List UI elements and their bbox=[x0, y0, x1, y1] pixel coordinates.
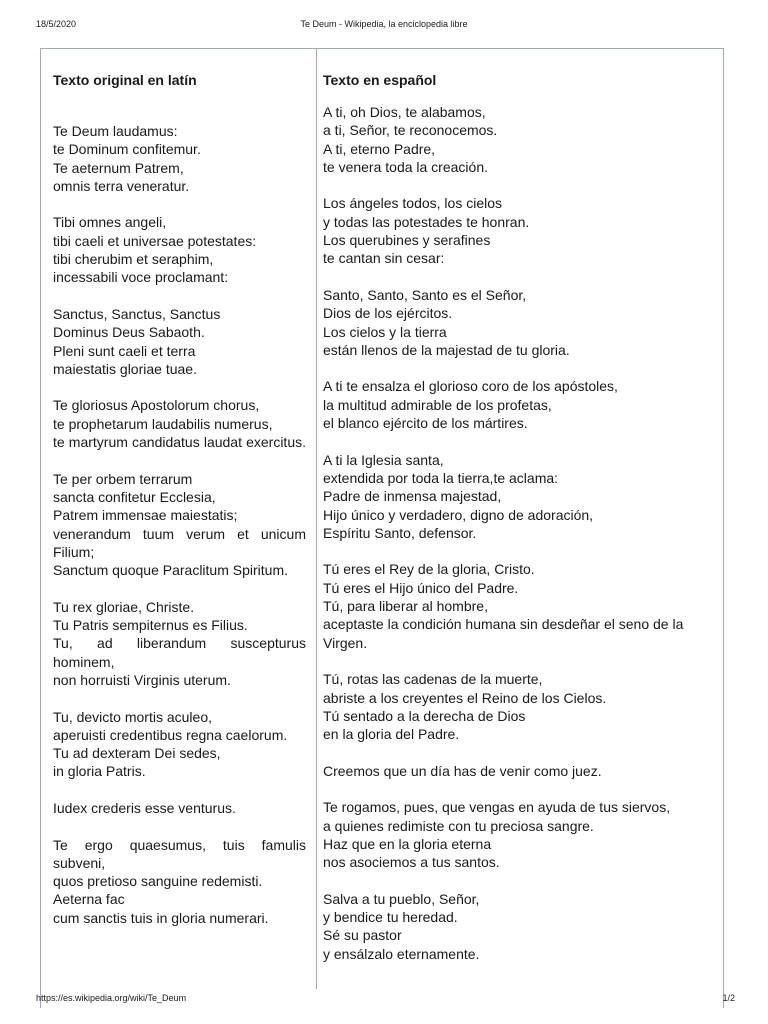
latin-verse-line: maiestatis gloriae tuae. bbox=[53, 360, 197, 377]
spanish-stanzas bbox=[323, 103, 718, 963]
print-page-number: 1/2 bbox=[722, 993, 735, 1003]
spanish-stanza bbox=[323, 194, 718, 267]
print-date: 18/5/2020 bbox=[36, 19, 77, 29]
spanish-verse-line: A ti la Iglesia santa, bbox=[323, 451, 444, 468]
spanish-verse-line: Tú eres el Hijo único del Padre. bbox=[323, 579, 519, 596]
spanish-stanza bbox=[323, 103, 718, 176]
spanish-column bbox=[323, 48, 718, 981]
latin-verse-line: Te Deum laudamus: bbox=[53, 123, 178, 139]
latin-stanza bbox=[53, 708, 306, 781]
latin-verse-line: Dominus Deus Sabaoth. bbox=[53, 324, 205, 341]
latin-stanza bbox=[53, 470, 306, 580]
latin-verse-line: Tu, ad liberandum suscepturus hominem, bbox=[53, 635, 306, 670]
latin-stanza bbox=[53, 213, 306, 286]
spanish-verse-line: Los cielos y la tierra bbox=[323, 323, 447, 340]
spanish-heading: Texto en español bbox=[323, 72, 437, 88]
spanish-stanza bbox=[323, 451, 718, 542]
spanish-verse-line: A ti te ensalza el glorioso coro de los apóstoles, bbox=[323, 378, 618, 395]
latin-verse-line: Tu Patris sempiternus es Filius. bbox=[53, 617, 248, 634]
latin-verse-line: Tibi omnes angeli, bbox=[53, 214, 167, 231]
spanish-verse-line: a ti, Señor, te reconocemos. bbox=[323, 122, 498, 139]
spanish-verse-line: a quienes redimiste con tu preciosa sangre. bbox=[323, 817, 594, 834]
spanish-verse-line: extendida por toda la tierra,te aclama: bbox=[323, 469, 559, 486]
spanish-verse-line: A ti, oh Dios, te alabamos, bbox=[323, 104, 486, 120]
spanish-verse-line: Espíritu Santo, defensor. bbox=[323, 524, 477, 541]
latin-verse-line: tibi cherubim et seraphim, bbox=[53, 251, 214, 268]
latin-verse-line: Te per orbem terrarum bbox=[53, 470, 193, 487]
spanish-stanza bbox=[323, 798, 718, 871]
latin-verse-line: venerandum tuum verum et unicum Filium; bbox=[53, 525, 306, 560]
spanish-stanza bbox=[323, 560, 718, 651]
latin-verse-line: Te ergo quaesumus, tuis famulis subveni, bbox=[53, 836, 306, 871]
latin-stanza bbox=[53, 799, 306, 817]
spanish-verse-line: Tú, rotas las cadenas de la muerte, bbox=[323, 671, 543, 688]
spanish-verse-line: Tú eres el Rey de la gloria, Cristo. bbox=[323, 561, 535, 578]
spanish-verse-line: y todas las potestades te honran. bbox=[323, 213, 530, 230]
spanish-verse-line: Los querubines y serafines bbox=[323, 232, 491, 249]
latin-verse-line: Te gloriosus Apostolorum chorus, bbox=[53, 397, 260, 414]
spanish-stanza bbox=[323, 762, 718, 780]
spanish-verse-line: Tú sentado a la derecha de Dios bbox=[323, 707, 526, 724]
latin-verse-line: te martyrum candidatus laudat exercitus. bbox=[53, 434, 306, 451]
spanish-verse-line: están llenos de la majestad de tu gloria. bbox=[323, 341, 570, 358]
latin-stanza bbox=[53, 396, 306, 451]
latin-verse-line: incessabili voce proclamant: bbox=[53, 269, 229, 286]
spanish-verse-line: nos asociemos a tus santos. bbox=[323, 854, 500, 871]
spanish-verse-line: abriste a los creyentes el Reino de los Cielos. bbox=[323, 689, 607, 706]
latin-verse-line: Tu ad dexteram Dei sedes, bbox=[53, 745, 221, 762]
spanish-verse-line: Creemos que un día has de venir como juez. bbox=[323, 762, 602, 779]
spanish-verse-line: el blanco ejército de los mártires. bbox=[323, 415, 528, 432]
spanish-verse-line: Te rogamos, pues, que vengas en ayuda de tus siervos, bbox=[323, 799, 671, 816]
spanish-verse-line: en la gloria del Padre. bbox=[323, 726, 460, 743]
spanish-verse-line: te venera toda la creación. bbox=[323, 158, 488, 175]
latin-verse-line: tibi caeli et universae potestates: bbox=[53, 232, 257, 249]
latin-verse-line: non horruisti Virginis uterum. bbox=[53, 671, 231, 688]
spanish-verse-line: Hijo único y verdadero, digno de adoración, bbox=[323, 506, 594, 523]
latin-verse-line: cum sanctis tuis in gloria numerari. bbox=[53, 909, 269, 926]
spanish-verse-line: aceptaste la condición humana sin desdeñar el seno de la Virgen. bbox=[323, 616, 684, 651]
latin-verse-line: aperuisti credentibus regna caelorum. bbox=[53, 726, 288, 743]
spanish-verse-line: Sé su pastor bbox=[323, 927, 402, 944]
latin-verse-line: quos pretioso sanguine redemisti. bbox=[53, 873, 263, 890]
spanish-verse-line: Padre de inmensa majestad, bbox=[323, 488, 502, 505]
latin-verse-line: Aeterna fac bbox=[53, 891, 125, 908]
latin-verse-line: Tu, devicto mortis aculeo, bbox=[53, 708, 212, 725]
latin-stanzas bbox=[53, 122, 306, 927]
column-divider bbox=[316, 48, 317, 989]
latin-verse-line: Tu rex gloriae, Christe. bbox=[53, 598, 195, 615]
latin-verse-line: Sanctum quoque Paraclitum Spiritum. bbox=[53, 562, 288, 579]
spanish-verse-line: Los ángeles todos, los cielos bbox=[323, 195, 502, 212]
spanish-verse-line: Salva a tu pueblo, Señor, bbox=[323, 890, 480, 907]
print-url: https://es.wikipedia.org/wiki/Te_Deum bbox=[36, 993, 187, 1003]
latin-verse-line: Patrem immensae maiestatis; bbox=[53, 507, 238, 524]
spanish-stanza bbox=[323, 377, 718, 432]
latin-verse-line: te prophetarum laudabilis numerus, bbox=[53, 415, 273, 432]
latin-verse-line: omnis terra veneratur. bbox=[53, 177, 190, 194]
latin-verse-line: Iudex crederis esse venturus. bbox=[53, 799, 236, 816]
latin-verse-line: in gloria Patris. bbox=[53, 763, 146, 780]
spanish-verse-line: A ti, eterno Padre, bbox=[323, 140, 436, 157]
latin-column bbox=[53, 48, 306, 945]
latin-verse-line: Te aeternum Patrem, bbox=[53, 159, 184, 176]
latin-stanza bbox=[53, 836, 306, 927]
spanish-verse-line: te cantan sin cesar: bbox=[323, 250, 445, 267]
latin-stanza bbox=[53, 122, 306, 195]
spanish-verse-line: Tú, para liberar al hombre, bbox=[323, 598, 488, 615]
spanish-verse-line: Haz que en la gloria eterna bbox=[323, 835, 492, 852]
latin-verse-line: sancta confitetur Ecclesia, bbox=[53, 488, 216, 505]
spanish-stanza bbox=[323, 890, 718, 963]
spanish-verse-line: y bendice tu heredad. bbox=[323, 909, 458, 926]
spanish-verse-line: y ensálzalo eternamente. bbox=[323, 945, 480, 962]
spanish-verse-line: Santo, Santo, Santo es el Señor, bbox=[323, 286, 527, 303]
latin-verse-line: Pleni sunt caeli et terra bbox=[53, 342, 196, 359]
latin-heading: Texto original en latín bbox=[53, 72, 197, 88]
latin-stanza bbox=[53, 598, 306, 689]
spanish-verse-line: la multitud admirable de los profetas, bbox=[323, 396, 552, 413]
spanish-verse-line: Dios de los ejércitos. bbox=[323, 305, 453, 322]
latin-verse-line: Sanctus, Sanctus, Sanctus bbox=[53, 305, 221, 322]
latin-verse-line: te Dominum confitemur. bbox=[53, 141, 201, 158]
print-page-title: Te Deum - Wikipedia, la enciclopedia libre bbox=[300, 19, 468, 29]
latin-stanza bbox=[53, 305, 306, 378]
spanish-stanza bbox=[323, 670, 718, 743]
spanish-stanza bbox=[323, 286, 718, 359]
